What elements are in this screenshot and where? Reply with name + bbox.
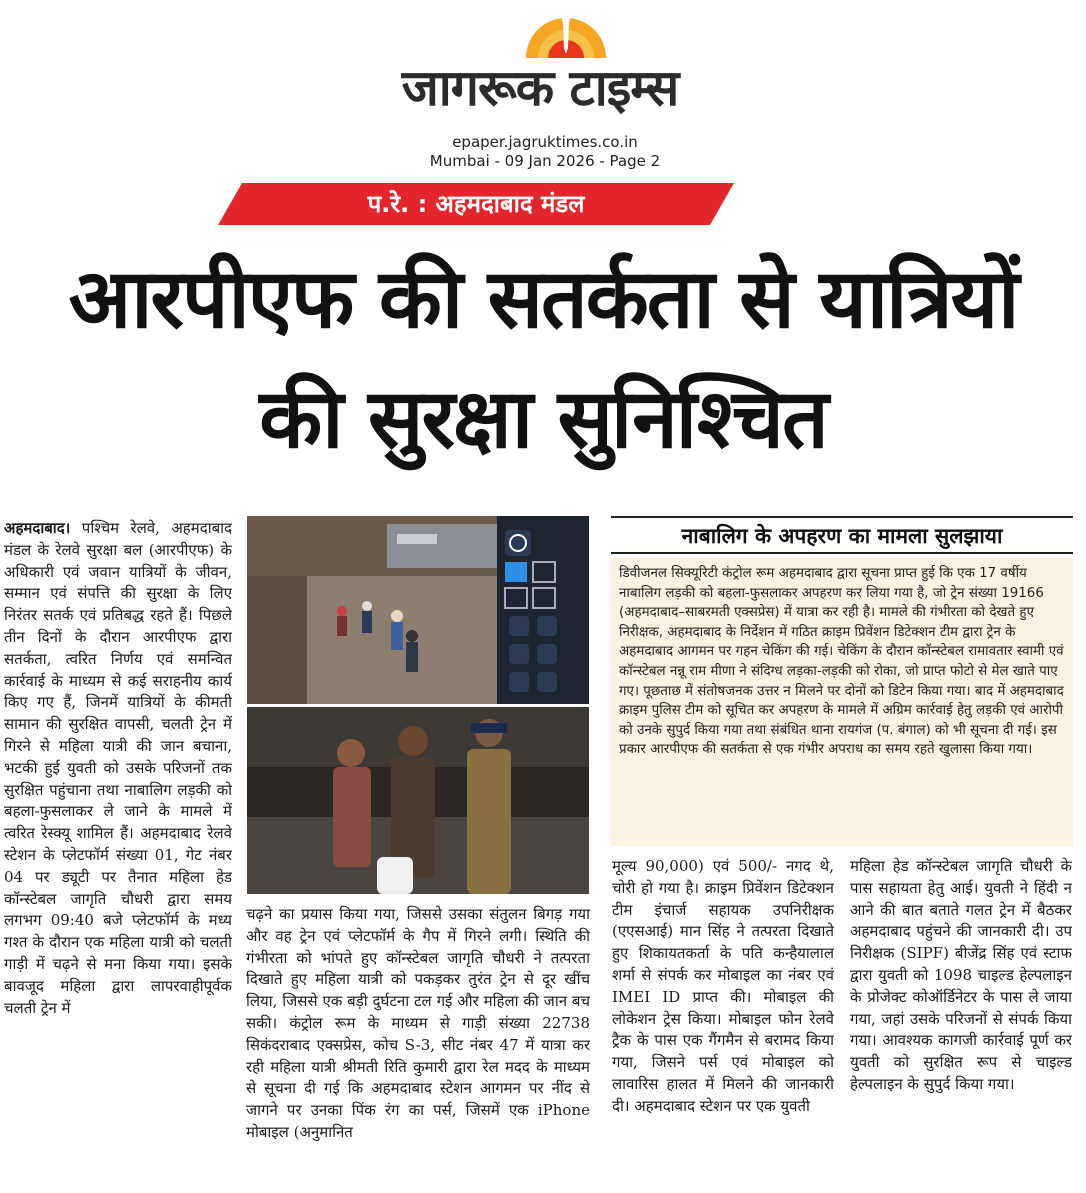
people-scene-image (247, 707, 589, 894)
headline (0, 240, 1086, 480)
article-column-left (4, 518, 232, 1190)
dateline: अहमदाबाद। (4, 519, 71, 537)
logo-text: जागरूक टाइम्स (401, 59, 679, 117)
rescued-passenger-photo (247, 707, 589, 894)
edition-date: Mumbai - 09 Jan 2026 - Page 2 (429, 152, 661, 170)
sidebar-box (611, 516, 1073, 846)
sun-logo-icon (520, 8, 612, 58)
section-label: प.रे. : अहमदाबाद मंडल (367, 190, 585, 218)
article-text-middle: चढ़ने का प्रयास किया गया, जिससे उसका संतुलन बिगड़ गया और वह ट्रेन एवं प्लेटफॉर्म के गैप में गिरने लगी। स्थिति की गंभीरता को भांपते हुए कॉन्स्टेबल जागृति चौधरी ने तत्परता दिखाते हुए महिला यात्री को पकड़कर तुरंत ट्रेन से दूर खींच लिया, जिससे एक बड़ी दुर्घटना टल गई और महिला की जान बच सकी। कंट्रोल रूम के माध्यम से गाड़ी संख्या 22738 सिकंदराबाद एक्सप्रेस, कोच S-3, सीट नंबर 47 में यात्रा कर रही महिला यात्री श्रीमती रिति कुमारी द्वारा रेल मदद के माध्यम से सूचना दी गई कि अहमदाबाद स्टेशन आगमन पर नींद से जागने पर उनका पिंक रंग का पर्स, जिसमें एक iPhone मोबाइल (अनुमानित (246, 905, 590, 1141)
article-text-left: पश्चिम रेलवे, अहमदाबाद मंडल के रेलवे सुरक्षा बल (आरपीएफ) के अधिकारी एवं जवान यात्रियों के जीवन, सम्मान एवं संपत्ति की सुरक्षा के लिए निरंतर सतर्क एवं प्रतिबद्ध रहते हैं। पिछले तीन दिनों के दौरान आरपीएफ द्वारा सतर्कता, त्वरित निर्णय एवं समन्वित कार्रवाई के माध्यम से कई सराहनीय कार्य किए गए हैं, जिनमें यात्रियों के कीमती सामान की सुरक्षित वापसी, चलती ट्रेन में गिरने से महिला यात्री की जान बचाना, भटकी हुई युवती को उसके परिजनों तक सुरक्षित पहुंचाना तथा नाबालिग लड़की को बहला-फुसलाकर ले जाने के मामले में त्वरित रेस्क्यू शामिल हैं। अहमदाबाद रेलवे स्टेशन के प्लेटफॉर्म संख्या 01, गेट नंबर 04 पर ड्यूटी पर तैनात महिला हेड कॉन्स्टेबल जागृति चौधरी द्वारा समय लगभग 09:40 बजे प्लेटफॉर्म के मध्य गश्त के दौरान एक महिला यात्री को चलती गाड़ी में चढ़ने से मना किया गया। इसके बावजूद महिला द्वारा लापरवाहीपूर्वक चलती ट्रेन में (4, 519, 232, 1017)
article-column-right-1 (612, 856, 834, 1190)
cctv-scene-image (247, 516, 589, 704)
sidebar-body: डिवीजनल सिक्यूरिटी कंट्रोल रूम अहमदाबाद द्वारा सूचना प्राप्त हुई कि एक 17 वर्षीय नाबालिग लड़की को बहला-फुसलाकर अपहरण कर लिया गया है, जो ट्रेन संख्या 19166 (अहमदाबाद–साबरमती एक्सप्रेस) में यात्रा कर रही है। मामले की गंभीरता को देखते हुए निरीक्षक, अहमदाबाद के निर्देशन में गठित क्राइम प्रिवेंशन डिटेक्शन टीम द्वारा ट्रेन के अहमदाबाद आगमन पर गहन चेकिंग की गई। चेकिंग के दौरान कॉन्स्टेबल रामावतार स्वामी एवं कॉन्स्टेबल नन्नू राम मीणा ने संदिग्ध लड़का-लड़की को रोका, जो प्राप्त फोटो से मेल खाते पाए गए। पूछताछ में संतोषजनक उत्तर न मिलने पर दोनों को डिटेन किया गया। बाद में अहमदाबाद क्राइम पुलिस टीम को सूचित कर अपहरण के मामले में अग्रिम कार्रवाई हेतु लड़की एवं आरोपी को उनके सुपुर्द किया गया तथा संबंधित थाना रायगंज (प. बंगाल) को भी सूचना दी गई। इस प्रकार आरपीएफ की सतर्कता से एक गंभीर अपराध का समय रहते खुलासा किया गया। (611, 558, 1073, 846)
article-text-right-2: महिला हेड कॉन्स्टेबल जागृति चौधरी के पास सहायता हेतु आई। युवती ने हिंदी न आने की बात बताते गलत ट्रेन में बैठकर अहमदाबाद पहुंचने की जानकारी दी। उप निरीक्षक (SIPF) बीजेंद्र सिंह एवं स्टाफ द्वारा युवती को 1098 चाइल्ड हेल्पलाइन के प्रोजेक्ट कोऑर्डिनेटर के पास ले जाया गया, जहां उसके परिजनों से संपर्क किया गया। आवश्यक कागजी कार्रवाई पूर्ण कर युवती को सुरक्षित रूप से चाइल्ड हेल्पलाइन के सुपुर्द किया गया। (850, 857, 1072, 1093)
headline-line-1: आरपीएफ की सतर्कता से यात्रियों (68, 252, 1018, 347)
article-column-middle (246, 904, 590, 1190)
section-banner (218, 183, 734, 225)
masthead (0, 0, 1086, 180)
headline-line-2: की सुरक्षा सुनिश्चित (259, 372, 827, 467)
epaper-url[interactable]: epaper.jagruktimes.co.in (452, 133, 638, 151)
article-column-right-2 (850, 856, 1072, 1190)
article-text-right-1: मूल्य 90,000) एवं 500/- नगद थे, चोरी हो गया है। क्राइम प्रिवेंशन डिटेक्शन टीम इंचार्ज सहायक उपनिरीक्षक (एएसआई) मान सिंह ने तत्परता दिखाते हुए शिकायतकर्ता के पति कन्हैयालाल शर्मा से संपर्क कर मोबाइल का नंबर एवं IMEI ID प्राप्त की। मोबाइल की लोकेशन ट्रेस किया। मोबाइल फोन रेलवे ट्रैक के पास एक गैंगमैन से बरामद किया गया, जिसने पर्स एवं मोबाइल को लावारिस हालत में मिलने की जानकारी दी। अहमदाबाद स्टेशन पर एक युवती (612, 857, 834, 1115)
sidebar-heading: नाबालिग के अपहरण का मामला सुलझाया (611, 516, 1073, 554)
cctv-control-room-photo (247, 516, 589, 704)
edition-info (340, 133, 750, 171)
